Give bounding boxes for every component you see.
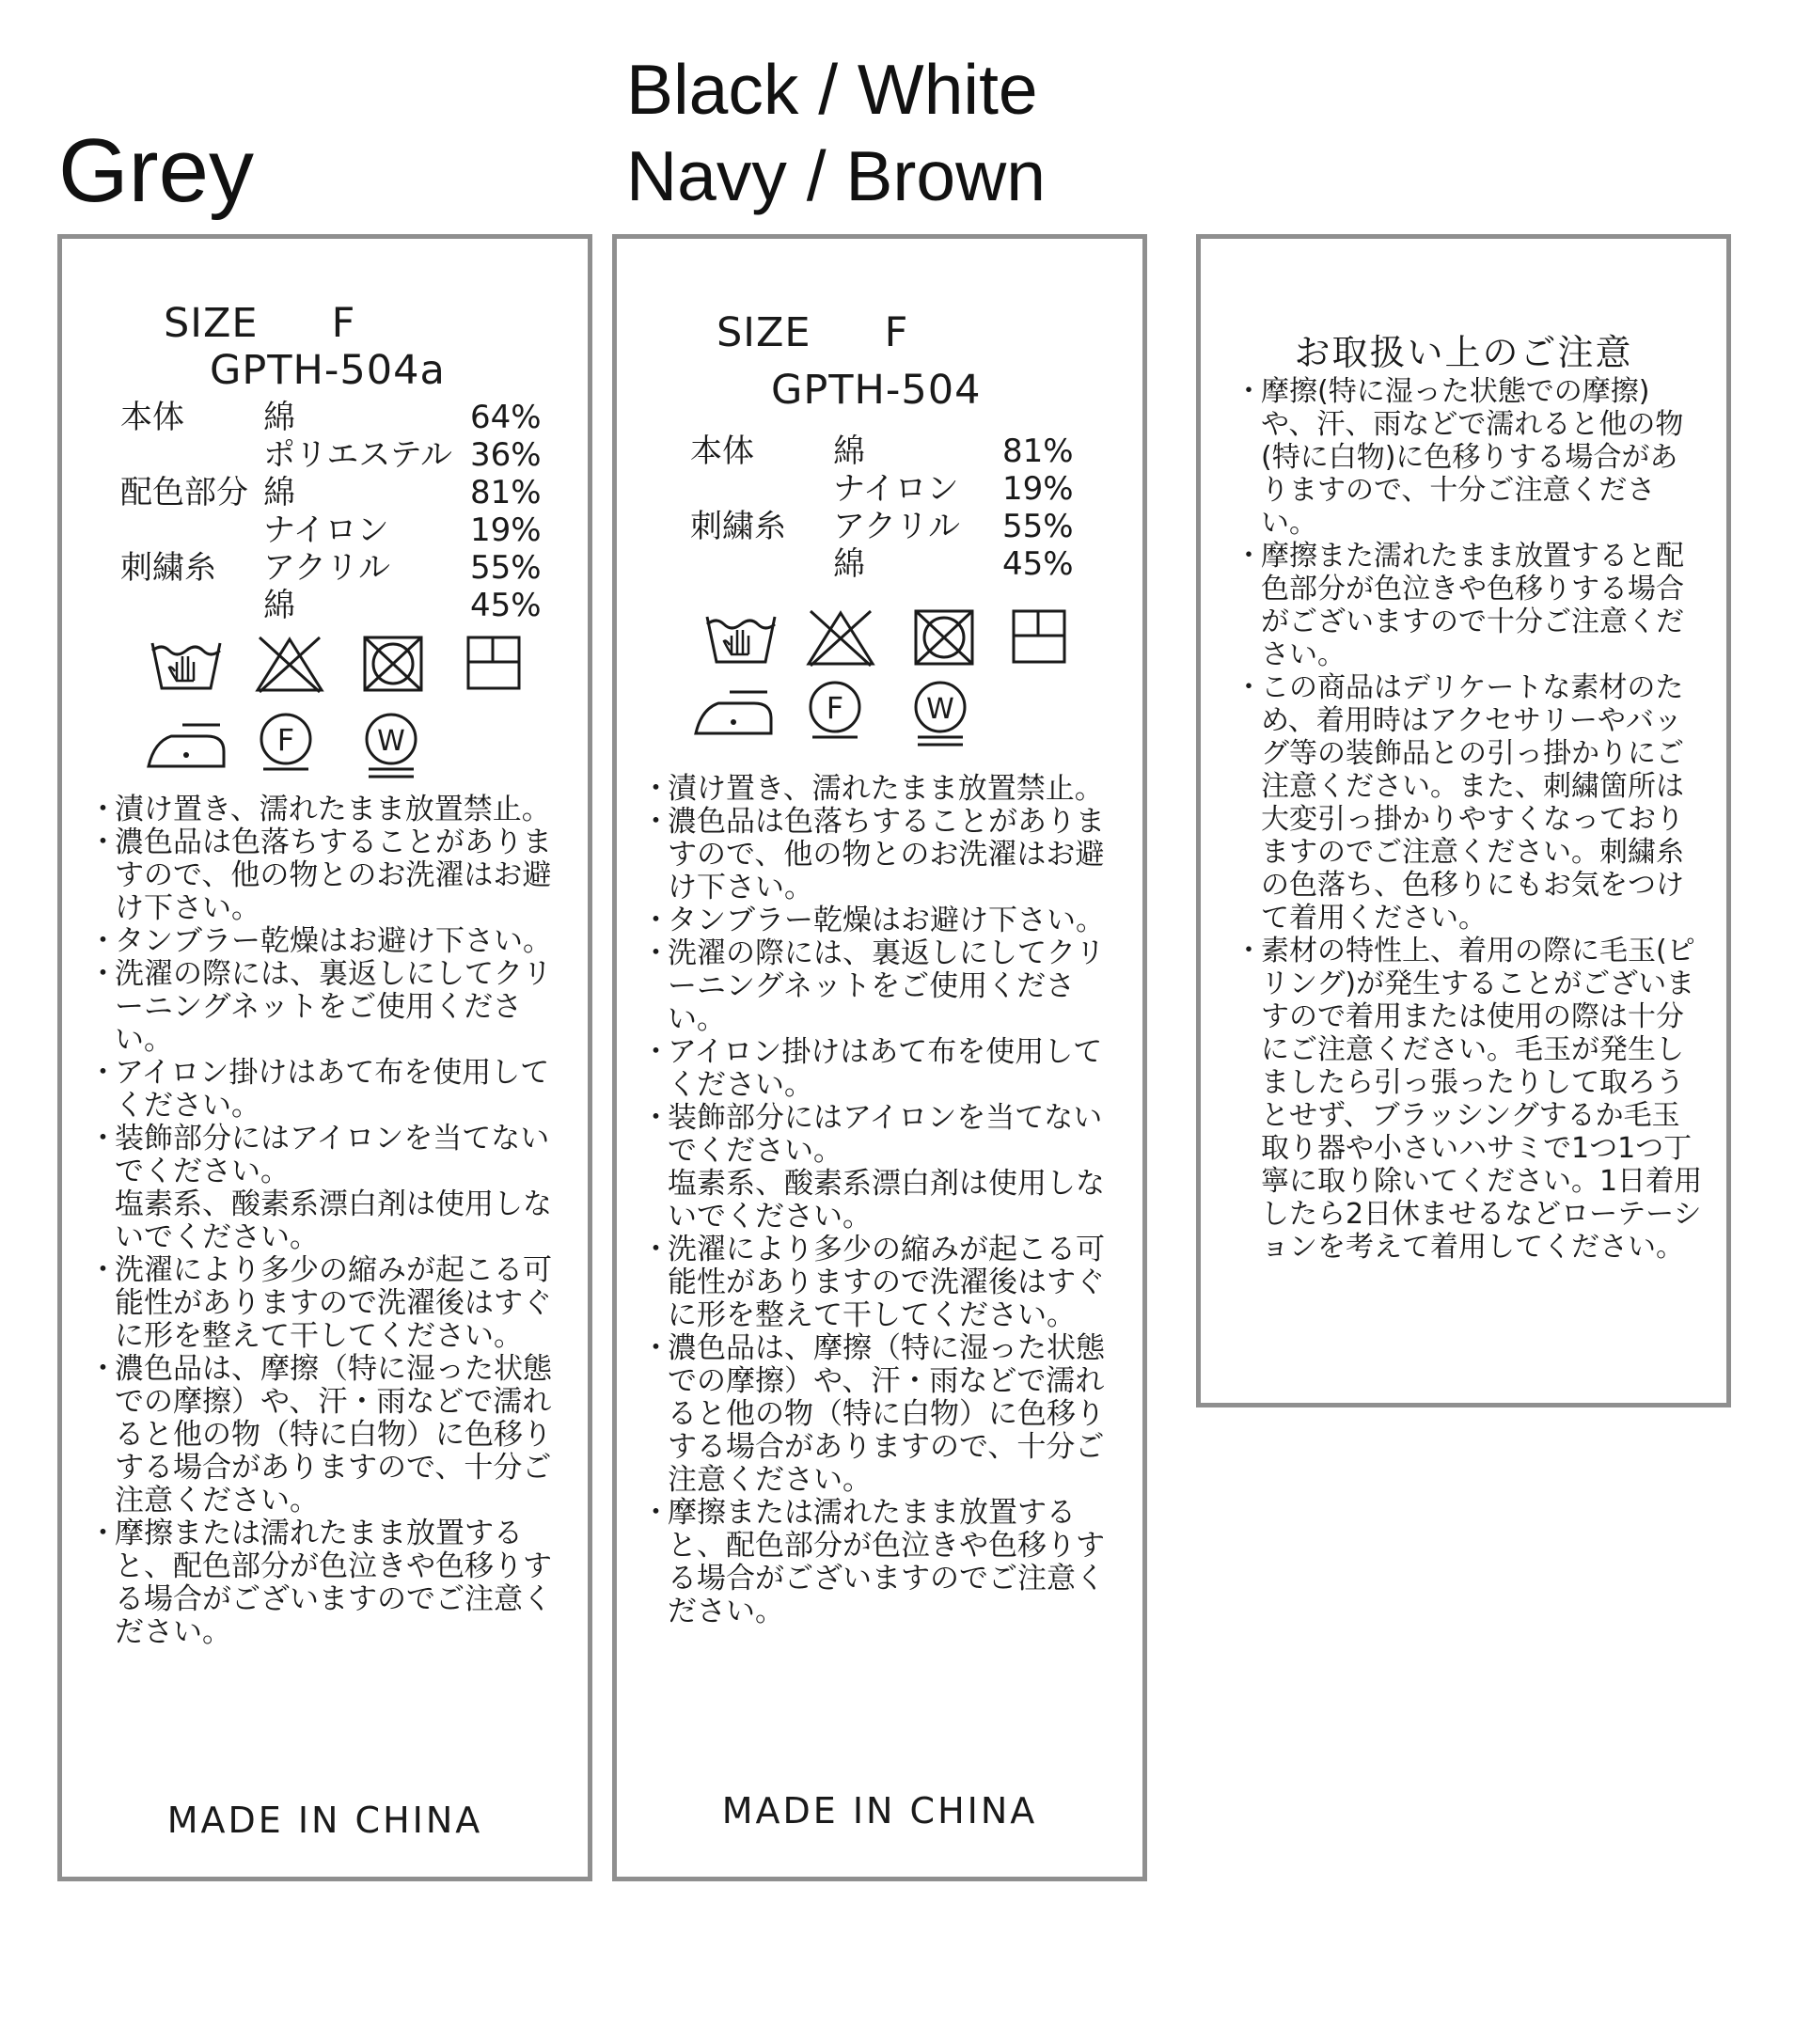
fiber-percent: 19% <box>470 511 542 549</box>
note-item: ・ アイロン掛けはあて布を使用してください。 <box>88 1056 550 1123</box>
fiber-percent: 55% <box>1002 508 1074 545</box>
note-item: 塩素系、酸素系漂白剤は使用しないでください。 <box>115 1187 552 1254</box>
size-row <box>717 309 908 356</box>
note-item: ・ タンブラー乾燥はお避け下さい。 <box>641 904 1105 937</box>
fiber-material: アクリル <box>263 549 390 587</box>
fiber-material: 綿 <box>263 399 295 436</box>
no-bleach-icon <box>803 607 878 668</box>
note-item: ・ 摩擦また濡れたまま放置すると配色部分が色泣きや色移りする場合がございますので十分ご注意ください。 <box>1235 540 1684 671</box>
style-code: GPTH-504 <box>771 367 982 414</box>
wet-clean-w-icon <box>910 677 970 748</box>
fiber-percent: 81% <box>1002 432 1074 470</box>
fiber-row <box>690 508 1074 545</box>
note-item: ・ 装飾部分にはアイロンを当てないでください。 <box>641 1101 1103 1168</box>
note-item: ・ この商品はデリケートな素材のため、着用時はアクセサリーやバッグ等の装飾品との引っ掛かりにご注意ください。また、刺繍箇所は大変引っ掛かりやすくなっておりますのでご注意ください。刺繍糸の色落ち、色移りにもお気をつけて着用ください。 <box>1235 671 1684 935</box>
dry-clean-letter: F <box>276 722 295 758</box>
fiber-part <box>120 587 263 624</box>
fiber-material: 綿 <box>263 587 295 624</box>
dry-clean-letter: F <box>826 690 844 726</box>
no-bleach-icon <box>252 634 327 694</box>
hand-wash-icon <box>149 634 224 694</box>
handling-notes-title: お取扱い上のご注意 <box>1294 332 1633 373</box>
fiber-percent: 45% <box>1002 545 1074 583</box>
fiber-row <box>690 470 1074 508</box>
note-item: ・ 洗濯の際には、裏返しにしてクリーニングネットをご使用ください。 <box>88 957 552 1057</box>
fiber-composition-table <box>120 399 542 624</box>
care-notes <box>641 773 1130 1628</box>
origin-label: MADE IN CHINA <box>166 1800 483 1841</box>
fiber-part <box>690 470 833 508</box>
size-value: F <box>884 309 909 356</box>
size-value: F <box>331 300 356 347</box>
fiber-row <box>120 474 542 511</box>
fiber-material: 綿 <box>833 545 865 583</box>
fiber-row <box>120 549 542 587</box>
fiber-part <box>120 511 263 549</box>
fiber-row <box>690 545 1074 583</box>
size-row <box>164 300 355 347</box>
dry-clean-f-icon <box>256 709 316 775</box>
note-item: ・ 洗濯により多少の縮みが起こる可能性がありますので洗濯後はすぐに形を整えて干してください。 <box>641 1233 1105 1332</box>
fiber-part <box>690 545 833 583</box>
fiber-material: 綿 <box>263 474 295 511</box>
care-notes <box>88 794 577 1649</box>
fiber-material: ナイロン <box>263 511 389 549</box>
handling-notes <box>1235 375 1705 1264</box>
no-tumble-dry-icon <box>910 607 978 668</box>
note-item: ・ 洗濯により多少の縮みが起こる可能性がありますので洗濯後はすぐに形を整えて干してください。 <box>88 1253 552 1353</box>
line-dry-icon <box>1010 607 1070 668</box>
line-dry-icon <box>465 634 525 694</box>
size-label: SIZE <box>164 300 259 347</box>
color-heading-grey: Grey <box>58 120 255 221</box>
wet-clean-w-icon <box>361 709 421 780</box>
fiber-composition-table <box>690 432 1074 583</box>
no-tumble-dry-icon <box>359 634 427 694</box>
fiber-material: アクリル <box>833 508 960 545</box>
fiber-percent: 81% <box>470 474 542 511</box>
note-item: ・ 濃色品は色落ちすることがありますので、他の物とのお洗濯はお避け下さい。 <box>88 825 552 925</box>
fiber-material: 綿 <box>833 432 865 470</box>
note-item: ・ アイロン掛けはあて布を使用してください。 <box>641 1035 1103 1102</box>
note-item: ・ 濃色品は、摩擦（特に湿った状態での摩擦）や、汗・雨などで濡れると他の物（特に白物）に色移りする場合がありますので、十分ご注意ください。 <box>88 1352 552 1517</box>
fiber-part <box>120 436 263 474</box>
fiber-percent: 45% <box>470 587 542 624</box>
fiber-percent: 64% <box>470 399 542 436</box>
fiber-row <box>120 436 542 474</box>
fiber-percent: 36% <box>470 436 542 474</box>
care-label-grey <box>57 234 592 1881</box>
note-item: ・ タンブラー乾燥はお避け下さい。 <box>88 924 552 958</box>
style-code: GPTH-504a <box>210 347 446 394</box>
note-item: ・ 装飾部分にはアイロンを当てないでください。 <box>88 1122 550 1188</box>
note-item: ・ 摩擦または濡れたまま放置すると、配色部分が色泣きや色移りする場合がございますのでご注意ください。 <box>88 1517 552 1649</box>
color-heading-black-white: Black / White <box>626 50 1038 129</box>
care-label-black-white-navy-brown <box>612 234 1147 1881</box>
iron-low-icon <box>145 714 229 774</box>
note-item: ・ 摩擦(特に湿った状態での摩擦)や、汗、雨などで濡れると他の物(特に白物)に色移りする場合がありますので、十分ご注意ください。 <box>1235 375 1684 540</box>
fiber-part: 配色部分 <box>120 474 248 511</box>
fiber-part: 刺繍糸 <box>120 549 216 587</box>
note-item: 塩素系、酸素系漂白剤は使用しないでください。 <box>668 1167 1105 1234</box>
color-heading-navy-brown: Navy / Brown <box>626 136 1046 215</box>
note-item: ・ 素材の特性上、着用の際に毛玉(ピリング)が発生することがございますので着用または使用の際は十分にご注意ください。毛玉が発生しましたら引っ張ったりして取ろうとせず、ブラッシングするか毛玉取り器や小さいハサミで1つ1つ丁寧に取り除いてください。1日着用したら2日休ませるなどローテーションを考えて着用してください。 <box>1235 935 1703 1264</box>
size-label: SIZE <box>717 309 811 356</box>
fiber-percent: 19% <box>1002 470 1074 508</box>
fiber-row <box>120 399 542 436</box>
note-item: ・ 濃色品は色落ちすることがありますので、他の物とのお洗濯はお避け下さい。 <box>641 805 1105 904</box>
fiber-material: ポリエステル <box>263 436 452 474</box>
fiber-row <box>690 432 1074 470</box>
dry-clean-f-icon <box>805 677 865 743</box>
wet-clean-letter: W <box>926 693 954 726</box>
fiber-row <box>120 511 542 549</box>
note-item: ・ 摩擦または濡れたまま放置すると、配色部分が色泣きや色移りする場合がございますのでご注意ください。 <box>641 1496 1105 1628</box>
fiber-row <box>120 587 542 624</box>
fiber-material: ナイロン <box>833 470 959 508</box>
note-item: ・ 洗濯の際には、裏返しにしてクリーニングネットをご使用ください。 <box>641 936 1105 1036</box>
fiber-part: 刺繍糸 <box>690 508 786 545</box>
note-item: ・ 漬け置き、濡れたまま放置禁止。 <box>641 772 1104 806</box>
origin-label: MADE IN CHINA <box>721 1790 1038 1832</box>
fiber-part: 本体 <box>690 432 754 470</box>
handling-notes-label <box>1196 234 1731 1407</box>
note-item: ・ 漬け置き、濡れたまま放置禁止。 <box>88 793 551 826</box>
wet-clean-letter: W <box>377 725 405 758</box>
iron-low-icon <box>692 681 777 741</box>
hand-wash-icon <box>703 607 779 668</box>
fiber-percent: 55% <box>470 549 542 587</box>
note-item: ・ 濃色品は、摩擦（特に湿った状態での摩擦）や、汗・雨などで濡れると他の物（特に白物）に色移りする場合がありますので、十分ご注意ください。 <box>641 1331 1105 1497</box>
fiber-part: 本体 <box>120 399 184 436</box>
